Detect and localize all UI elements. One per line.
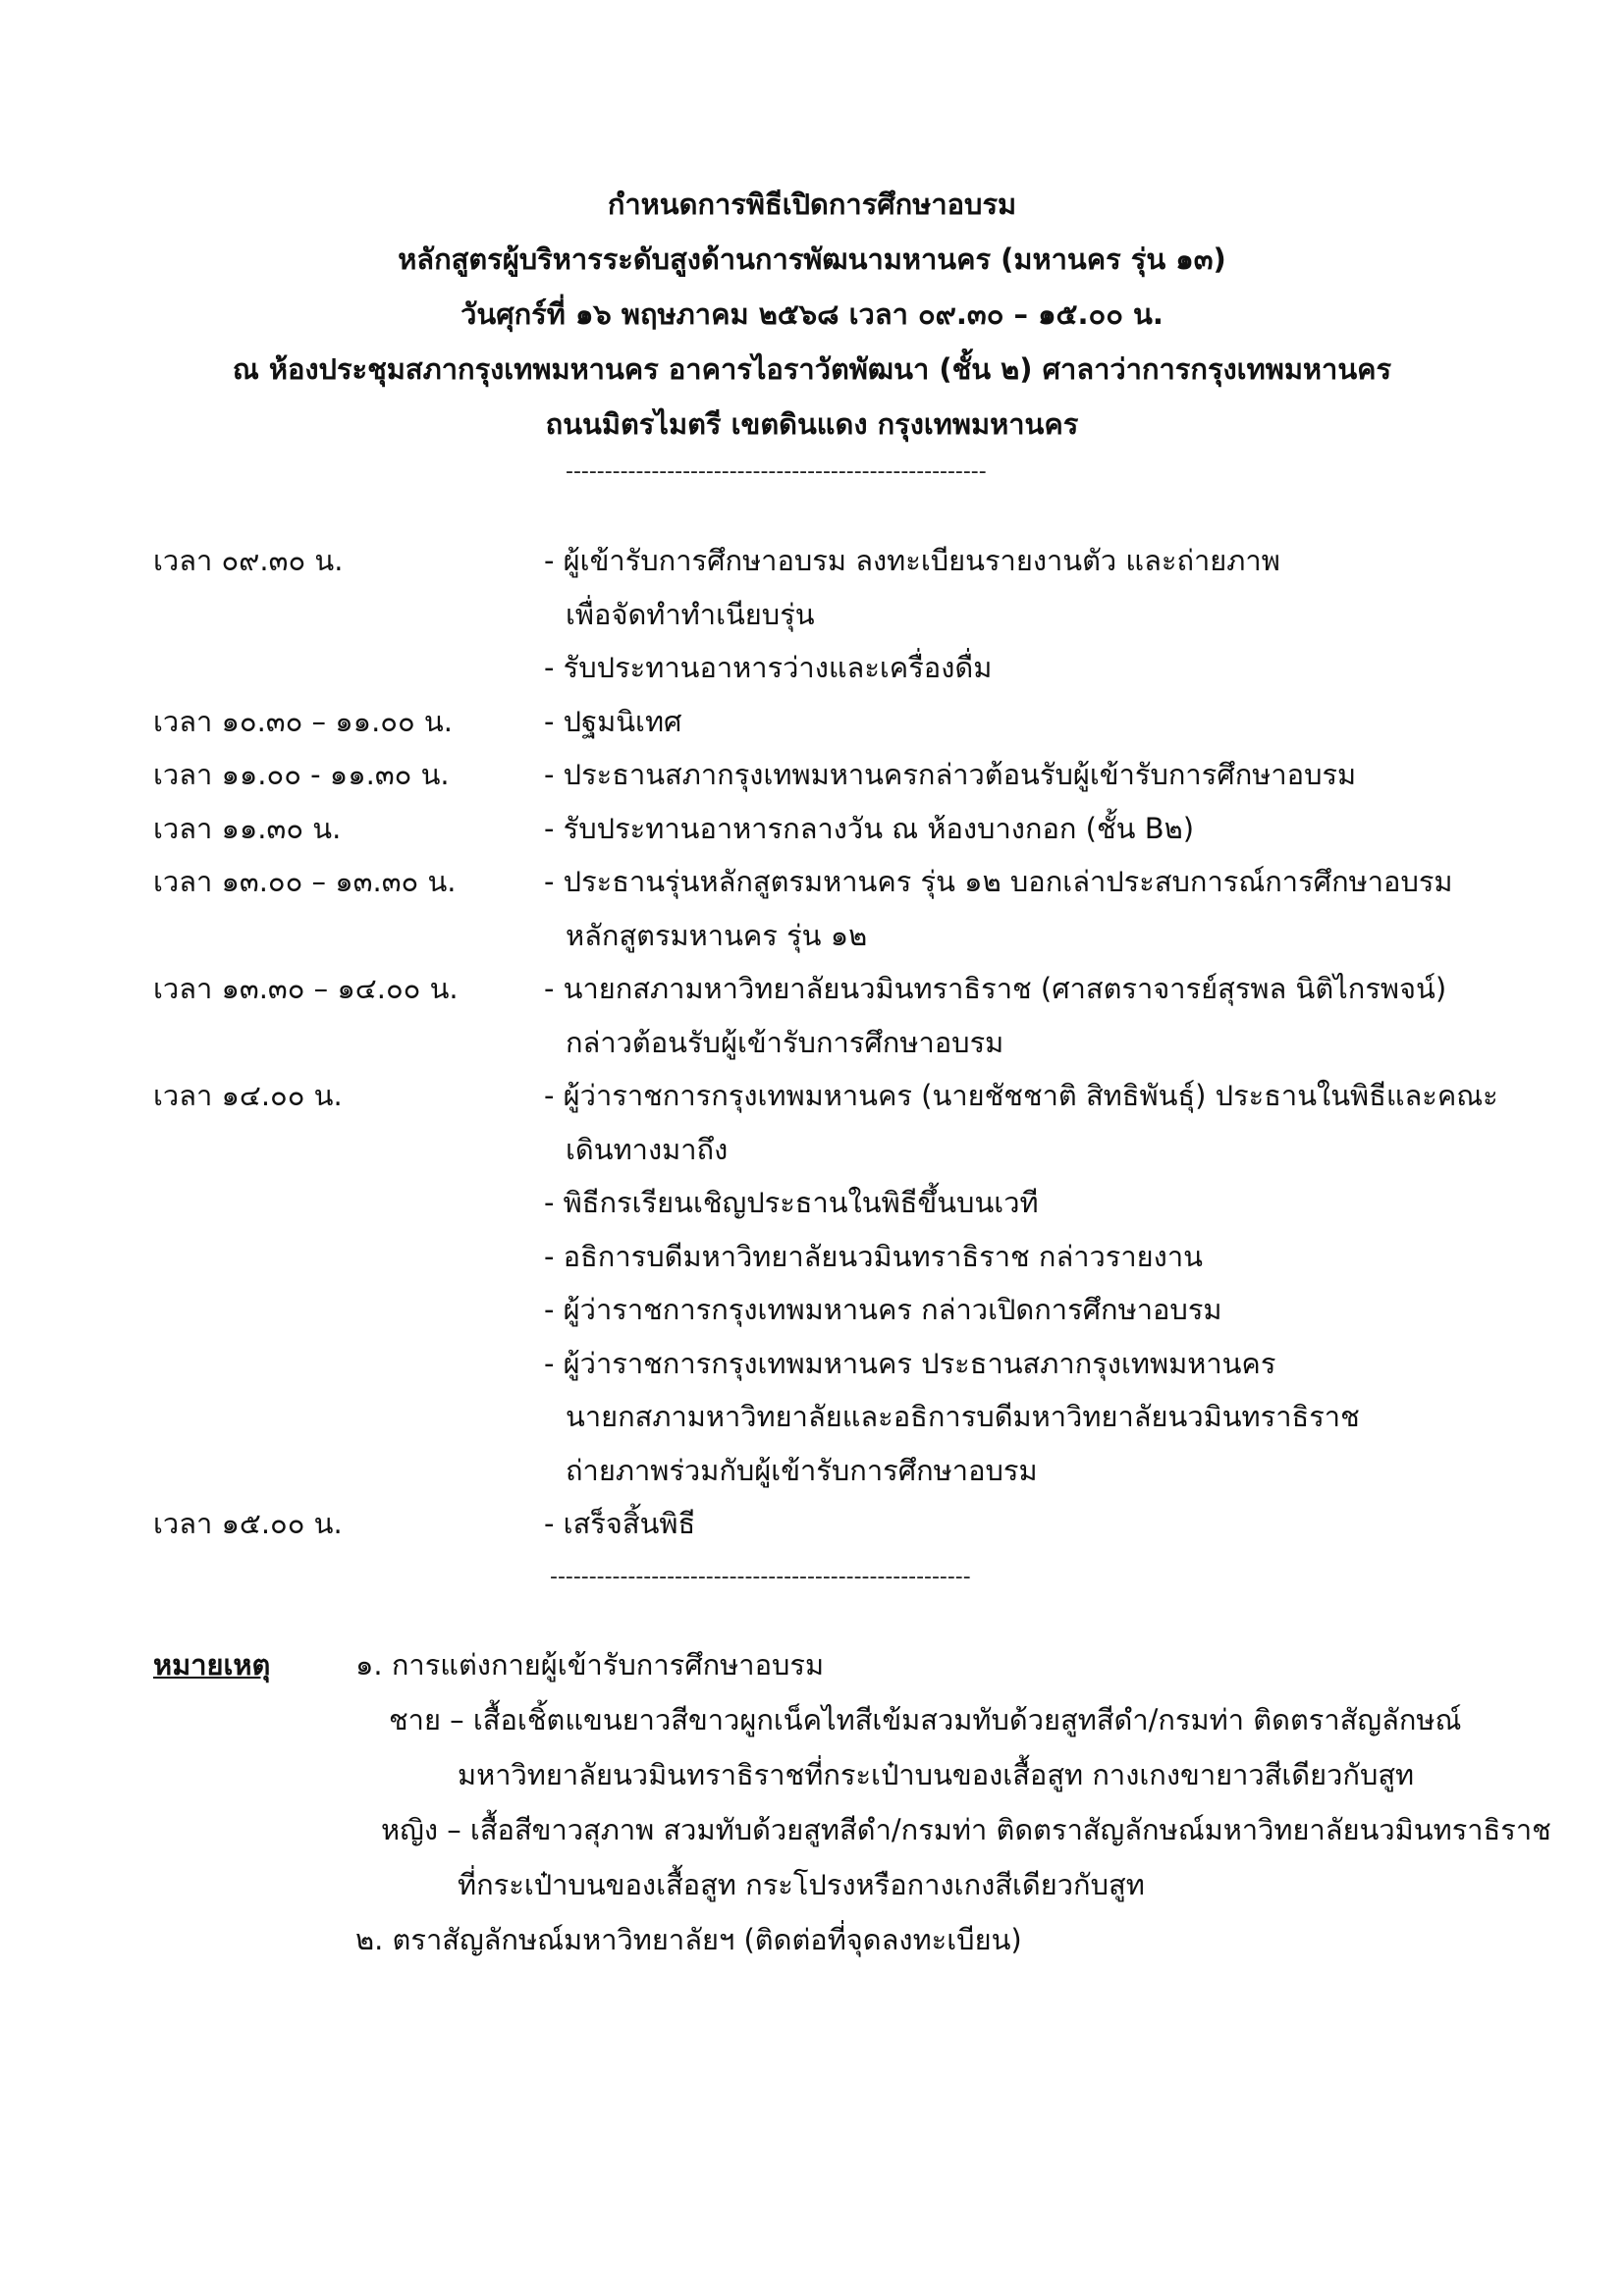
note-female-dress-line-2: ที่กระเป๋าบนของเสื้อสูท กระโปรงหรือกางเกงสีเดียวกับสูท bbox=[458, 1868, 1145, 1901]
schedule-row bbox=[153, 855, 1489, 962]
schedule-item: - รับประทานอาหารว่างและเครื่องดื่ม bbox=[544, 651, 993, 684]
event-address: ถนนมิตรไมตรี เขตดินแดง กรุงเทพมหานคร bbox=[545, 407, 1079, 441]
notes-section bbox=[153, 1637, 1551, 1967]
event-date: วันศุกร์ที่ ๑๖ พฤษภาคม ๒๕๖๘ เวลา ๐๙.๓๐ – ๑๕.๐๐ น. bbox=[460, 297, 1164, 331]
schedule-row bbox=[153, 695, 1489, 749]
schedule-item: - ผู้เข้ารับการศึกษาอบรม ลงทะเบียนรายงานตัว และถ่ายภาพ เพื่อจัดทำทำเนียบรุ่น bbox=[544, 544, 1280, 631]
schedule-row bbox=[153, 1069, 1498, 1497]
event-venue: ณ ห้องประชุมสภากรุงเทพมหานคร อาคารไอราวัตพัฒนา (ชั้น ๒) ศาลาว่าการกรุงเทพมหานคร bbox=[232, 352, 1392, 386]
schedule-item: - เสร็จสิ้นพิธี bbox=[544, 1507, 696, 1540]
schedule-time: เวลา ๑๑.๓๐ น. bbox=[153, 811, 342, 845]
schedule-item: - ผู้ว่าราชการกรุงเทพมหานคร กล่าวเปิดการศึกษาอบรม bbox=[544, 1293, 1222, 1326]
note-female-dress-line-1: หญิง – เสื้อสีขาวสุภาพ สวมทับด้วยสูทสีดำ/กรมท่า ติดตราสัญลักษณ์มหาวิทยาลัยนวมินทราธิราช bbox=[381, 1813, 1551, 1846]
note-male-dress-line-2: มหาวิทยาลัยนวมินทราธิราชที่กระเป๋าบนของเสื้อสูท กางเกงขายาวสีเดียวกับสูท bbox=[458, 1758, 1415, 1791]
schedule-item: - ปฐมนิเทศ bbox=[544, 704, 682, 738]
note-item-dress-code: ๑. การแต่งกายผู้เข้ารับการศึกษาอบรม bbox=[355, 1648, 825, 1682]
note-item-emblem: ๒. ตราสัญลักษณ์มหาวิทยาลัยฯ (ติดต่อที่จุดลงทะเบียน) bbox=[355, 1923, 1022, 1956]
schedule-row bbox=[153, 1497, 1489, 1551]
schedule-time: เวลา ๑๓.๓๐ – ๑๔.๐๐ น. bbox=[153, 972, 459, 1005]
document-title: กำหนดการพิธีเปิดการศึกษาอบรม bbox=[607, 187, 1017, 221]
schedule-time: เวลา ๑๓.๐๐ – ๑๓.๓๐ น. bbox=[153, 865, 457, 898]
notes-label: หมายเหตุ bbox=[153, 1648, 271, 1682]
schedule-item: - ประธานสภากรุงเทพมหานครกล่าวต้อนรับผู้เข้ารับการศึกษาอบรม bbox=[544, 758, 1357, 791]
schedule-item: - รับประทานอาหารกลางวัน ณ ห้องบางกอก (ชั้น B๒) bbox=[544, 811, 1195, 845]
note-male-dress-line-1: ชาย – เสื้อเชิ้ตแขนยาวสีขาวผูกเน็คไทสีเข้มสวมทับด้วยสูทสีดำ/กรมท่า ติดตราสัญลักษณ์ bbox=[389, 1703, 1462, 1736]
schedule-time: เวลา ๐๙.๓๐ น. bbox=[153, 544, 344, 577]
schedule-row bbox=[153, 802, 1489, 856]
schedule-row bbox=[153, 962, 1489, 1069]
schedule-time: เวลา ๑๐.๓๐ – ๑๑.๐๐ น. bbox=[153, 704, 453, 738]
schedule-item: - อธิการบดีมหาวิทยาลัยนวมินทราธิราช กล่าวรายงาน bbox=[544, 1239, 1203, 1273]
course-name: หลักสูตรผู้บริหารระดับสูงด้านการพัฒนามหานคร (มหานคร รุ่น ๑๓) bbox=[398, 242, 1226, 276]
schedule-list bbox=[153, 534, 1498, 1551]
schedule-time: เวลา ๑๕.๐๐ น. bbox=[153, 1507, 343, 1540]
schedule-row bbox=[153, 748, 1489, 802]
schedule-time: เวลา ๑๑.๐๐ - ๑๑.๓๐ น. bbox=[153, 758, 450, 791]
schedule-row bbox=[153, 534, 1489, 695]
schedule-time: เวลา ๑๔.๐๐ น. bbox=[153, 1079, 343, 1112]
schedule-item: - ผู้ว่าราชการกรุงเทพมหานคร (นายชัชชาติ สิทธิพันธุ์) ประธานในพิธีและคณะ เดินทางมาถึง bbox=[544, 1079, 1498, 1166]
schedule-item: - นายกสภามหาวิทยาลัยนวมินทราธิราช (ศาสตราจารย์สุรพล นิติไกรพจน์) กล่าวต้อนรับผู้เข้ารับการศึกษาอบรม bbox=[544, 972, 1447, 1059]
schedule-divider: ------------------------------------------------------ bbox=[550, 1565, 971, 1589]
header-divider: ------------------------------------------------------ bbox=[566, 459, 987, 484]
document-header bbox=[0, 177, 1624, 452]
schedule-item: - ผู้ว่าราชการกรุงเทพมหานคร ประธานสภากรุงเทพมหานคร นายกสภามหาวิทยาลัยและอธิการบดีมหาวิทยาลัยนวมินทราธิราช ถ่ายภาพร่วมกับผู้เข้ารับการศึกษาอบรม bbox=[544, 1346, 1360, 1487]
schedule-item: - ประธานรุ่นหลักสูตรมหานคร รุ่น ๑๒ บอกเล่าประสบการณ์การศึกษาอบรม หลักสูตรมหานคร รุ่น ๑๒ bbox=[544, 865, 1453, 952]
schedule-item: - พิธีกรเรียนเชิญประธานในพิธีขึ้นบนเวที bbox=[544, 1186, 1039, 1219]
